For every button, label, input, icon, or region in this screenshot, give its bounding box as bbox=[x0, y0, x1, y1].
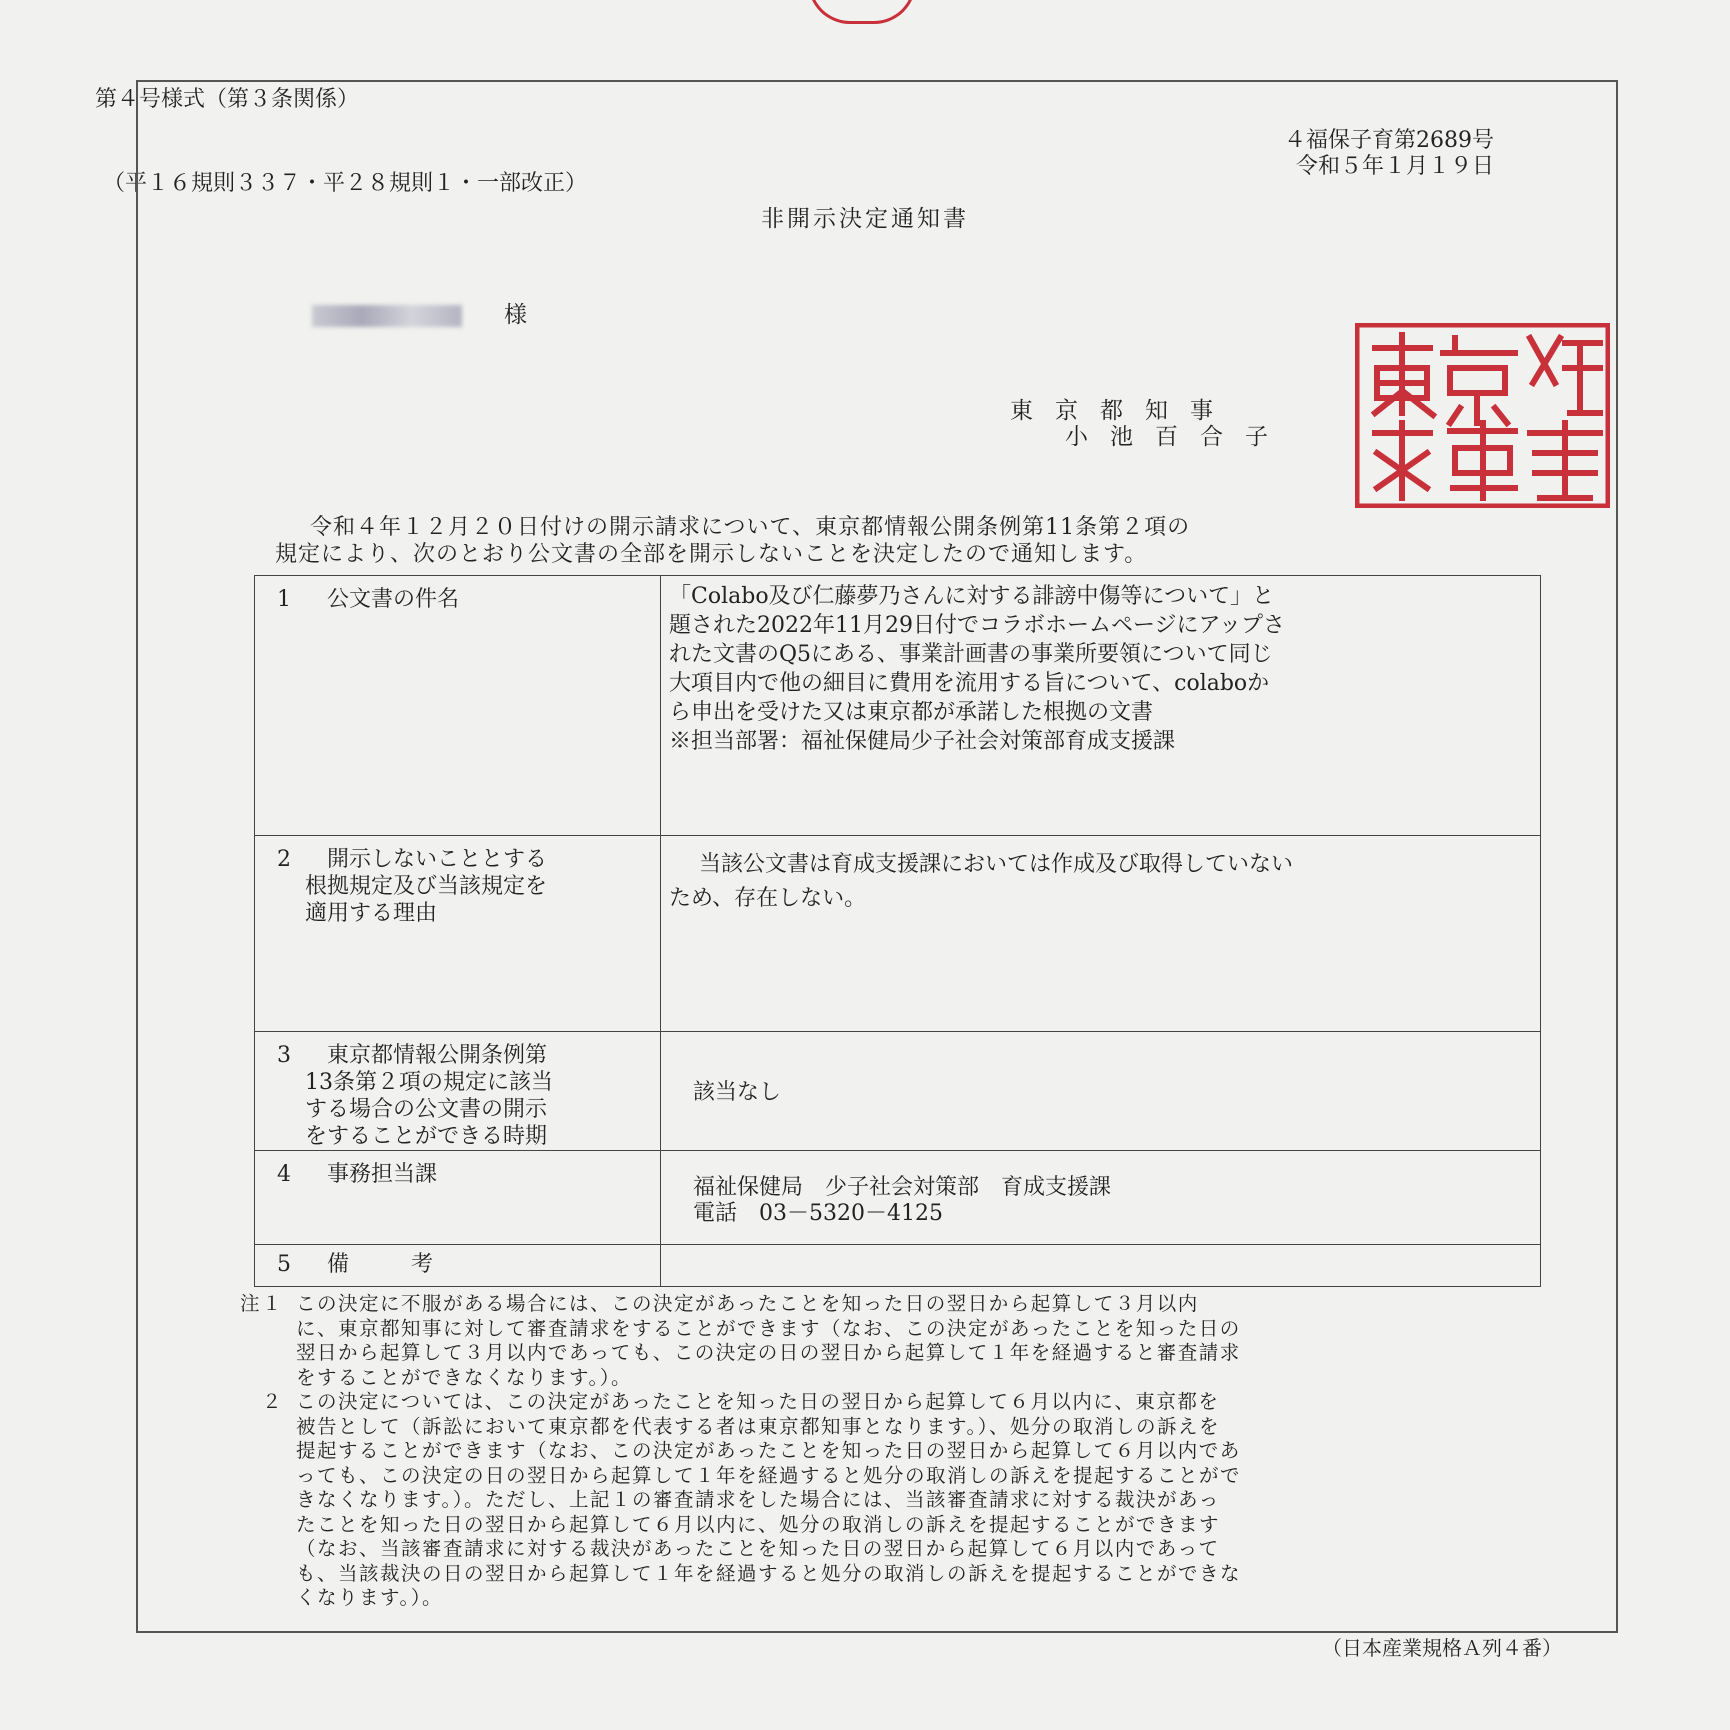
note-line: （なお、当該審査請求に対する裁決があったことを知った日の翌日から起算して６月以内であって bbox=[296, 1537, 1220, 1560]
note-line: きなくなります。）。ただし、上記１の審査請求をした場合には、当該審査請求に対する裁決があっ bbox=[296, 1488, 1220, 1511]
note-line: たことを知った日の翌日から起算して６月以内に、処分の取消しの訴えを提起することができます bbox=[296, 1512, 1221, 1536]
row-label: 東京都情報公開条例第 bbox=[327, 1043, 548, 1068]
note-line: この決定に不服がある場合には、この決定があったことを知った日の翌日から起算して３月以内 bbox=[296, 1292, 1199, 1315]
content-line: 該当なし bbox=[693, 1080, 782, 1105]
content-line: ら申出を受けた又は東京都が承諾した根拠の文書 bbox=[669, 700, 1154, 725]
note-line: 翌日から起算して３月以内であっても、この決定の日の翌日から起算して１年を経過すると審査請求 bbox=[296, 1341, 1241, 1364]
row-label-cell bbox=[255, 1245, 661, 1287]
row-label: 事務担当課 bbox=[327, 1162, 438, 1187]
row-label-cell bbox=[255, 836, 661, 1032]
row-label: 備 考 bbox=[327, 1252, 440, 1277]
row-label: をすることができる時期 bbox=[305, 1124, 548, 1149]
content-line: ため、存在しない。 bbox=[669, 886, 867, 911]
partial-seal-top bbox=[808, 0, 916, 24]
note-line: 提起することができます（なお、この決定があったことを知った日の翌日から起算して６月以内であ bbox=[296, 1439, 1241, 1462]
reference-block bbox=[1284, 128, 1494, 180]
table-row bbox=[255, 1151, 1541, 1245]
addressee-suffix: 様 bbox=[504, 302, 527, 328]
content-line: 「Colabo及び仁藤夢乃さんに対する誹謗中傷等について」と bbox=[669, 584, 1275, 609]
table-row bbox=[255, 836, 1541, 1032]
row-number: 2 bbox=[277, 847, 291, 872]
content-line: ※担当部署：福祉保健局少子社会対策部育成支援課 bbox=[669, 729, 1176, 754]
document-title: 非開示決定通知書 bbox=[761, 206, 969, 232]
row-content-cell bbox=[661, 1151, 1541, 1245]
paper-size-note: （日本産業規格Ａ列４番） bbox=[1322, 1636, 1562, 1660]
row-label-cell bbox=[255, 576, 661, 836]
note-number: ２ bbox=[262, 1390, 284, 1413]
row-label-cell bbox=[255, 1032, 661, 1151]
note-item bbox=[240, 1292, 1530, 1390]
note-line: も、当該裁決の日の翌日から起算して１年を経過すると処分の取消しの訴えを提起することができな bbox=[296, 1561, 1242, 1585]
row-number: 1 bbox=[277, 587, 291, 612]
row-label: 開示しないこととする bbox=[327, 847, 548, 872]
intro-paragraph bbox=[275, 514, 1495, 568]
note-line: 被告として（訴訟において東京都を代表する者は東京都知事となります。）、処分の取消しの訴えを bbox=[296, 1414, 1220, 1438]
form-header-line: 第４号様式（第３条関係） bbox=[95, 87, 360, 112]
content-line: 福祉保健局 少子社会対策部 育成支援課 bbox=[693, 1175, 1112, 1200]
row-label: 公文書の件名 bbox=[327, 587, 460, 612]
note-line: をすることができなくなります。）。 bbox=[296, 1365, 632, 1389]
content-line: れた文書のQ5にある、事業計画書の事業所要領について同じ bbox=[669, 642, 1273, 667]
row-number: 3 bbox=[277, 1043, 291, 1068]
intro-line: 規定により、次のとおり公文書の全部を開示しないことを決定したので通知します。 bbox=[275, 542, 1148, 567]
content-line: 題された2022年11月29日付でコラボホームページにアップさ bbox=[669, 613, 1285, 638]
note-number: １ bbox=[262, 1292, 284, 1315]
row-label: 13条第２項の規定に該当 bbox=[305, 1070, 553, 1095]
document-date: 令和５年１月１９日 bbox=[1295, 154, 1494, 179]
content-line: 大項目内で他の細目に費用を流用する旨について、colaboか bbox=[669, 671, 1270, 696]
row-content-cell bbox=[661, 576, 1541, 836]
content-line: 電話 03－5320－4125 bbox=[693, 1201, 943, 1226]
note-line: っても、この決定の日の翌日から起算して１年を経過すると処分の取消しの訴えを提起することがで bbox=[296, 1463, 1242, 1487]
issuer-title: 東京都知事 bbox=[1010, 398, 1235, 424]
form-header-line: （平１６規則３３７・平２８規則１・一部改正） bbox=[103, 171, 588, 196]
redacted-name bbox=[312, 305, 462, 327]
note-line: くなります。）。 bbox=[296, 1586, 443, 1609]
content-line: 当該公文書は育成支援課においては作成及び取得していない bbox=[699, 852, 1294, 877]
row-content-cell bbox=[661, 1245, 1541, 1287]
notes-section bbox=[240, 1292, 1530, 1611]
intro-line: 令和４年１２月２０日付けの開示請求について、東京都情報公開条例第11条第２項の bbox=[310, 515, 1191, 540]
note-item bbox=[240, 1390, 1530, 1611]
row-label: 適用する理由 bbox=[305, 901, 438, 926]
row-label: する場合の公文書の開示 bbox=[305, 1097, 548, 1122]
official-seal bbox=[1355, 323, 1610, 508]
table-row bbox=[255, 1245, 1541, 1287]
table-row bbox=[255, 1032, 1541, 1151]
notes-prefix: 注 bbox=[240, 1292, 262, 1315]
row-number: 5 bbox=[277, 1252, 291, 1277]
issuer-name: 小池百合子 bbox=[1065, 424, 1290, 450]
row-content-cell bbox=[661, 836, 1541, 1032]
row-number: 4 bbox=[277, 1162, 291, 1187]
row-label-cell bbox=[255, 1151, 661, 1245]
row-content-cell bbox=[661, 1032, 1541, 1151]
note-line: に、東京都知事に対して審査請求をすることができます（なお、この決定があったことを知った日の bbox=[296, 1316, 1241, 1340]
decision-table bbox=[254, 575, 1541, 1287]
document-number: ４福保子育第2689号 bbox=[1284, 128, 1494, 153]
row-label: 根拠規定及び当該規定を bbox=[305, 874, 548, 899]
table-row bbox=[255, 576, 1541, 836]
addressee bbox=[312, 296, 527, 329]
note-line: この決定については、この決定があったことを知った日の翌日から起算して６月以内に、東京都を bbox=[296, 1390, 1220, 1413]
